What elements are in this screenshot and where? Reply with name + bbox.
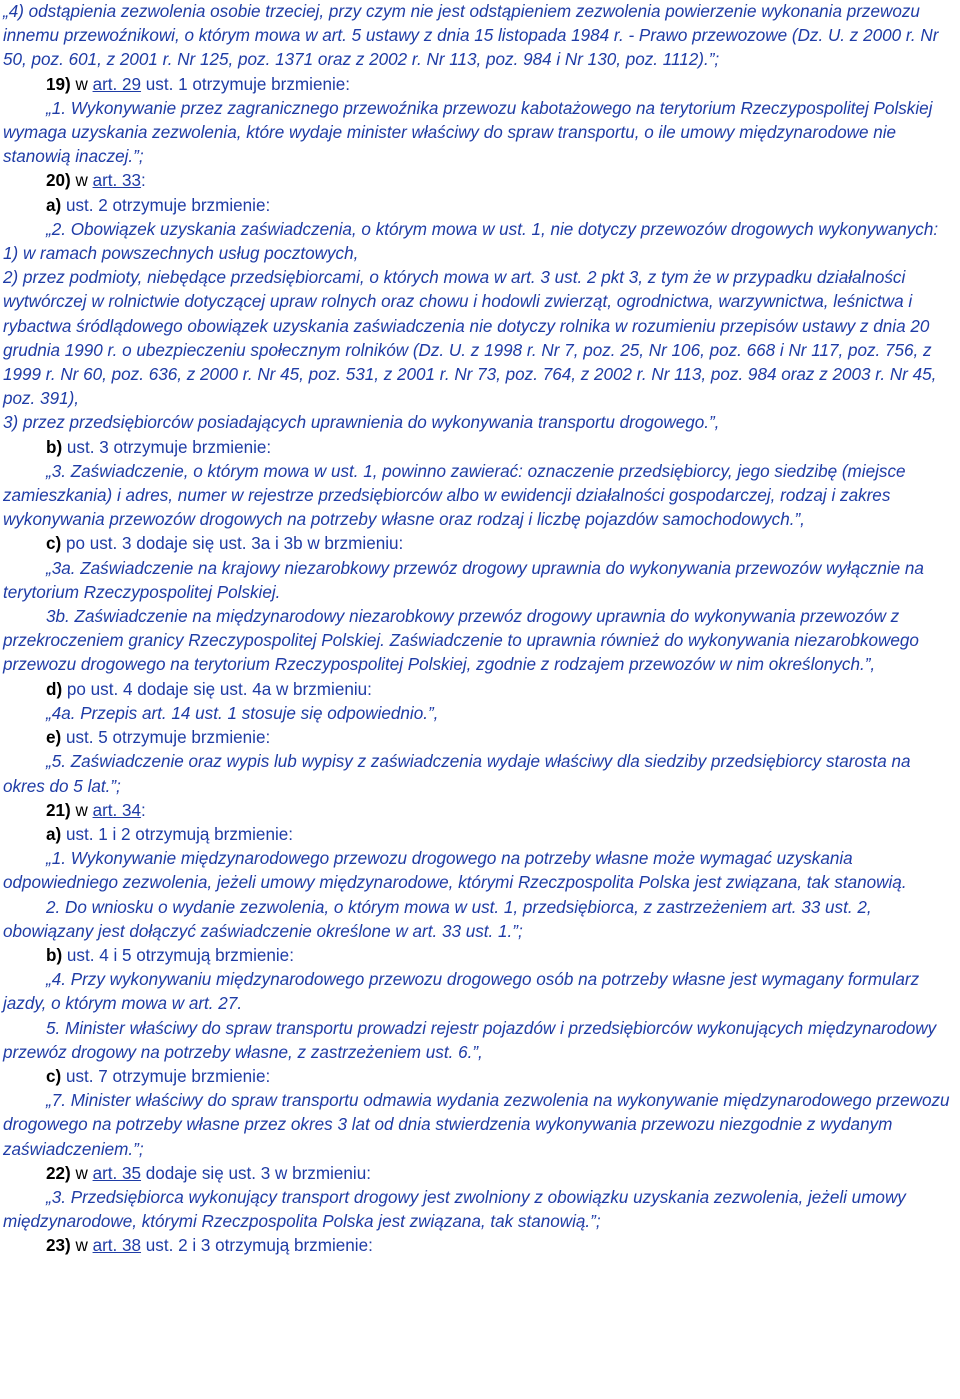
quoted-article-29-ust-1: „1. Wykonywanie przez zagranicznego przewoźnika przewozu kabotażowego na terytorium Rzeczypospolitej Polskiej wymaga uzyskania zezwolenia, które wydaje minister właściwy do spraw transportu, o ile umowy międzynarodowe nie stanowią inaczej.”; bbox=[3, 98, 933, 167]
quoted-ust-2: „2. Obowiązek uzyskania zaświadczenia, o którym mowa w ust. 1, nie dotyczy przewozów drogowych wykonywanych: bbox=[46, 219, 939, 239]
letter-marker: a) bbox=[46, 824, 62, 844]
subpoint-d bbox=[3, 678, 954, 702]
subpoint-text: ust. 1 i 2 otrzymują brzmienie: bbox=[61, 824, 294, 844]
list-item-1: 1) w ramach powszechnych usług pocztowych, bbox=[3, 244, 359, 264]
quoted-ust-5: „5. Zaświadczenie oraz wypis lub wypisy z zaświadczenia wydaje właściwy dla siedziby przedsiębiorcy starosta na okres do 5 lat.”; bbox=[3, 752, 911, 796]
quoted-ust-3: „3. Zaświadczenie, o którym mowa w ust. 1, powinno zawierać: oznaczenie przedsiębiorcy, jego siedzibę (miejsce zamieszkania) i adres, numer w rejestrze przedsiębiorców albo w ewidencji działalności gospodarczej, rodzaj i zakres wykonywania przewozów drogowych na potrzeby własne oraz rodzaj i liczbę pojazdów samochodowych.”, bbox=[3, 461, 906, 530]
letter-marker: a) bbox=[46, 195, 62, 215]
amendment-number: 23) bbox=[46, 1236, 71, 1256]
article-35-link[interactable]: art. 35 bbox=[92, 1163, 142, 1183]
quoted-art34-ust-4: „4. Przy wykonywaniu międzynarodowego przewozu drogowego osób na potrzeby własne jest wymagany formularz jazdy, o którym mowa w art. 27. bbox=[3, 970, 920, 1014]
subpoint-text: po ust. 3 dodaje się ust. 3a i 3b w brzmieniu: bbox=[61, 534, 404, 554]
quoted-ust-4a: „4a. Przepis art. 14 ust. 1 stosuje się odpowiednio.”, bbox=[46, 703, 439, 723]
amendment-prefix: w bbox=[70, 800, 93, 820]
amendment-prefix: w bbox=[70, 171, 93, 191]
subpoint-text: ust. 4 i 5 otrzymują brzmienie: bbox=[62, 945, 294, 965]
letter-marker: d) bbox=[46, 679, 63, 699]
amendment-prefix: w bbox=[70, 1236, 93, 1256]
amendment-21 bbox=[3, 799, 954, 823]
subpoint-c bbox=[3, 532, 954, 556]
article-33-link[interactable]: art. 33 bbox=[92, 171, 142, 191]
quoted-art34-ust-1: „1. Wykonywanie międzynarodowego przewozu drogowego na potrzeby własne może wymagać uzyskania odpowiedniego zezwolenia, jeżeli umowy międzynarodowe, którymi Rzeczpospolita Polska jest związana, tak stanowią. bbox=[3, 849, 907, 893]
subpoint-b bbox=[3, 436, 954, 460]
quoted-art34-ust-7: „7. Minister właściwy do spraw transportu odmawia wydania zezwolenia na wykonywanie międzynarodowego przewozu drogowego na potrzeby własne przez okres 3 lat od dnia stwierdzenia wykonywania przewozu niezgodnie z wydanym zaświadczeniem.”; bbox=[3, 1091, 950, 1159]
subpoint-c-2 bbox=[3, 1065, 954, 1089]
quoted-ust-3b: 3b. Zaświadczenie na międzynarodowy niezarobkowy przewóz drogowy uprawnia do wykonywania przewozów z przekroczeniem granicy Rzeczypospolitej Polskiej. Zaświadczenie to uprawnia również do wykonywania niezarobkowego przewozu drogowego na terytorium Rzeczypospolitej Polskiej, zgodnie z rodzajem przewozów w nim określonych.”, bbox=[3, 607, 919, 675]
letter-marker: c) bbox=[46, 534, 62, 554]
amendment-text: ust. 1 otrzymuje brzmienie: bbox=[141, 74, 351, 94]
quoted-art34-ust-2: 2. Do wniosku o wydanie zezwolenia, o którym mowa w ust. 1, przedsiębiorca, z zastrzeżeniem art. 33 ust. 2, obowiązany jest dołączyć zaświadczenie określone w art. 33 ust. 1.”; bbox=[3, 897, 872, 941]
amendment-number: 19) bbox=[46, 74, 71, 94]
amendment-text: ust. 2 i 3 otrzymują brzmienie: bbox=[141, 1236, 373, 1256]
list-item-2: 2) przez podmioty, niebędące przedsiębiorcami, o których mowa w art. 3 ust. 2 pkt 3, z tym że w przypadku działalności wytwórczej w rolnictwie dotyczącej upraw rolnych oraz chowu i hodowli zwierząt, ogrodnictwa, warzywnictwa, leśnictwa i rybactwa śródlądowego obowiązek uzyskania zaświadczenia nie dotyczy rolnika w rozumieniu przepisów ustawy z dnia 20 grudnia 1990 r. o ubezpieczeniu społecznym rolników (Dz. U. z 1998 r. Nr 7, poz. 25, Nr 106, poz. 668 i Nr 117, poz. 756, z 1999 r. Nr 60, poz. 636, z 2000 r. Nr 45, poz. 531, z 2001 r. Nr 73, poz. 764, z 2002 r. Nr 113, poz. 984 oraz z 2003 r. Nr 45, poz. 391), bbox=[3, 268, 937, 409]
amendment-20 bbox=[3, 169, 954, 193]
amendment-text: : bbox=[141, 171, 146, 191]
letter-marker: c) bbox=[46, 1066, 62, 1086]
quoted-art35-ust-3: „3. Przedsiębiorca wykonujący transport drogowy jest zwolniony z obowiązku uzyskania zezwolenia, jeżeli umowy międzynarodowe, którymi Rzeczpospolita Polska jest związana, tak stanowią.”; bbox=[3, 1187, 906, 1232]
letter-marker: b) bbox=[46, 437, 63, 457]
subpoint-text: po ust. 4 dodaje się ust. 4a w brzmieniu: bbox=[62, 679, 372, 699]
amendment-23 bbox=[3, 1234, 954, 1258]
letter-marker: e) bbox=[46, 728, 62, 748]
subpoint-text: ust. 2 otrzymuje brzmienie: bbox=[61, 195, 271, 215]
subpoint-text: ust. 7 otrzymuje brzmienie: bbox=[61, 1066, 271, 1086]
amendment-number: 20) bbox=[46, 171, 71, 191]
amendment-number: 22) bbox=[46, 1163, 71, 1183]
subpoint-a-2 bbox=[3, 823, 954, 847]
amendment-text: : bbox=[141, 800, 146, 820]
article-34-link[interactable]: art. 34 bbox=[92, 800, 142, 820]
list-item-3: 3) przez przedsiębiorców posiadających uprawnienia do wykonywania transportu drogowego.”, bbox=[3, 413, 720, 433]
quoted-ust-3a: „3a. Zaświadczenie na krajowy niezarobkowy przewóz drogowy uprawnia do wykonywania przewozów wyłącznie na terytorium Rzeczypospolitej Polskiej. bbox=[3, 558, 924, 602]
quoted-art34-ust-5: 5. Minister właściwy do spraw transportu prowadzi rejestr pojazdów i przedsiębiorców wykonujących międzynarodowy przewóz drogowy na potrzeby własne, z zastrzeżeniem ust. 6.”, bbox=[3, 1018, 937, 1062]
subpoint-text: ust. 3 otrzymuje brzmienie: bbox=[62, 437, 272, 457]
amendment-prefix: w bbox=[70, 1163, 93, 1183]
subpoint-e bbox=[3, 726, 954, 750]
amendment-prefix: w bbox=[70, 74, 93, 94]
quoted-point-4: „4) odstąpienia zezwolenia osobie trzeciej, przy czym nie jest odstąpieniem zezwolenia powierzenie wykonania przewozu innemu przewoźnikowi, o którym mowa w art. 5 ustawy z dnia 15 listopada 1984 r. - Prawo przewozowe (Dz. U. z 2000 r. Nr 50, poz. 601, z 2001 r. Nr 125, poz. 1371 oraz z 2002 r. Nr 113, poz. 984 i Nr 130, poz. 1112).”; bbox=[3, 2, 939, 70]
amendment-text: dodaje się ust. 3 w brzmieniu: bbox=[141, 1163, 371, 1183]
subpoint-a bbox=[3, 194, 954, 218]
amendment-19 bbox=[3, 73, 954, 97]
article-29-link[interactable]: art. 29 bbox=[92, 74, 142, 94]
letter-marker: b) bbox=[46, 945, 63, 965]
amendment-22 bbox=[3, 1162, 954, 1186]
subpoint-text: ust. 5 otrzymuje brzmienie: bbox=[61, 728, 271, 748]
amendment-number: 21) bbox=[46, 800, 71, 820]
article-38-link[interactable]: art. 38 bbox=[92, 1236, 142, 1256]
subpoint-b-2 bbox=[3, 944, 954, 968]
